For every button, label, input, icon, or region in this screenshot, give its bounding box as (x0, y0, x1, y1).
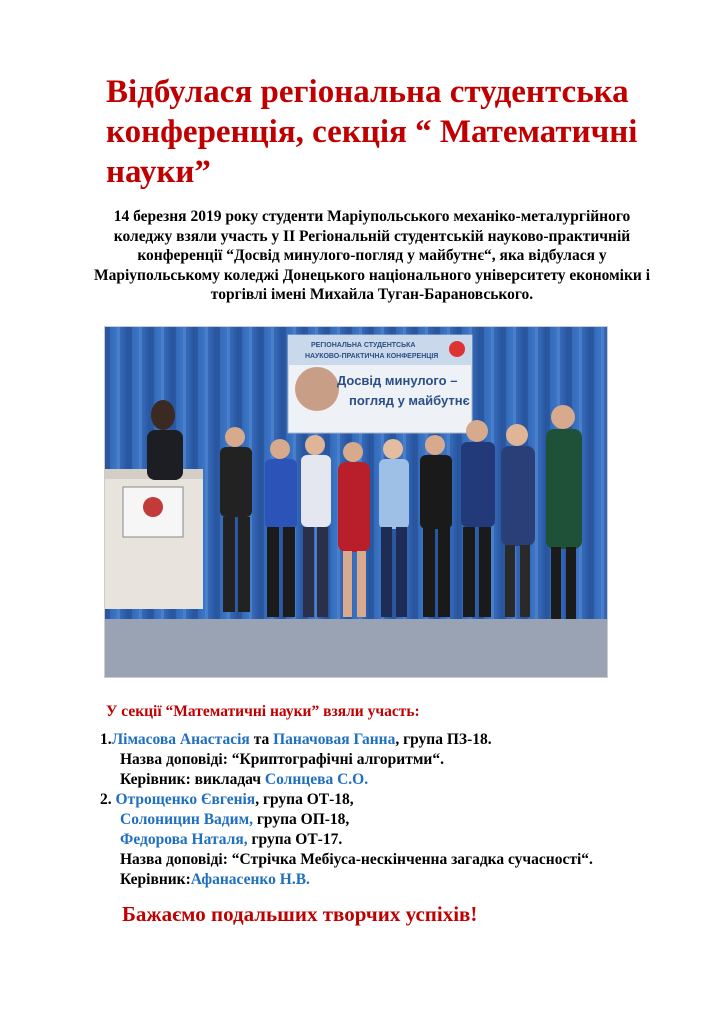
closing-wish: Бажаємо подальших творчих успіхів! (122, 902, 478, 926)
portrait-icon (295, 367, 339, 411)
page-title: Відбулася регіональна студентська конференція, секція “ Математичні науки” (106, 74, 638, 190)
banner-logo-icon (449, 341, 465, 357)
participants-list (100, 730, 700, 890)
list-item: Солоницин Вадим, група ОП-18, (120, 811, 350, 828)
conference-photo-illustration (105, 327, 607, 677)
list-item: 1.Лімасова Анастасія та Паначовая Ганна, група ПЗ-18. (100, 731, 492, 748)
intro-paragraph: 14 березня 2019 року студенти Маріупольського механіко-металургійного коледжу взяли участь у ІІ Регіональній студентській науково-практичній конференції “Досвід минулого-погляд у майбутнє“, яка відбулася у Маріупольському коледжі Донецького національного університету економіки і торгівлі імені Михайла Туган-Барановського. (93, 208, 651, 303)
report-title: Назва доповіді: “Криптографічні алгоритми“. (120, 751, 444, 768)
report-title: Назва доповіді: “Стрічка Мебіуса-нескінченна загадка сучасності“. (120, 851, 593, 868)
svg-text:Досвід минулого –: Досвід минулого – (337, 373, 458, 388)
participants-heading: У секції “Математичні науки” взяли участь: (106, 703, 420, 720)
podium (105, 469, 203, 609)
supervisor-line: Керівник:Афанасенко Н.В. (120, 871, 310, 888)
participant-name: Лімасова Анастасія (111, 731, 250, 748)
participant-name: Солоницин Вадим, (120, 811, 254, 828)
participant-name: Отрощенко Євгенія (115, 791, 256, 808)
podium-logo-icon (143, 497, 163, 517)
supervisor-line: Керівник: викладач Солнцева С.О. (120, 771, 369, 788)
participant-name: Федорова Наталя, (120, 831, 248, 848)
conference-photo (104, 326, 608, 678)
svg-text:РЕГІОНАЛЬНА СТУДЕНТСЬКА: РЕГІОНАЛЬНА СТУДЕНТСЬКА (311, 342, 416, 349)
svg-text:погляд у майбутнє: погляд у майбутнє (349, 393, 470, 408)
svg-text:НАУКОВО-ПРАКТИЧНА КОНФЕРЕНЦІЯ: НАУКОВО-ПРАКТИЧНА КОНФЕРЕНЦІЯ (305, 353, 439, 360)
participant-name: Паначовая Ганна (273, 731, 396, 748)
conference-banner (288, 335, 472, 433)
list-item: Федорова Наталя, група ОТ-17. (120, 831, 343, 848)
supervisor-name: Афанасенко Н.В. (190, 871, 310, 888)
list-item: 2. Отрощенко Євгенія, група ОТ-18, (100, 791, 354, 808)
supervisor-name: Солнцева С.О. (264, 771, 369, 788)
stage-floor (105, 619, 607, 677)
